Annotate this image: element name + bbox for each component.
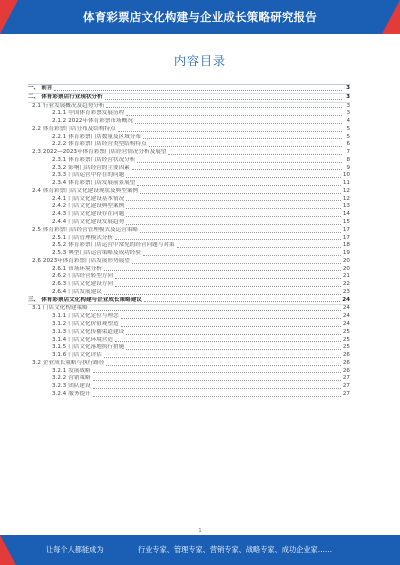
toc-entry[interactable] bbox=[28, 266, 350, 274]
toc-dot-leader bbox=[126, 348, 341, 350]
toc-entry-label: 团队建设 bbox=[68, 383, 91, 390]
toc-entry-page: 26 bbox=[342, 367, 350, 374]
toc-entry-label: 门店文化评估 bbox=[68, 352, 102, 359]
table-of-contents bbox=[28, 84, 350, 525]
toc-entry[interactable] bbox=[28, 242, 350, 250]
footer-experts: 行业专家、管理专家、营销专家、战略专家、成功企业家…… bbox=[138, 545, 333, 554]
toc-entry[interactable] bbox=[28, 157, 350, 165]
toc-entry-page: 12 bbox=[342, 195, 350, 202]
toc-dot-leader bbox=[126, 223, 341, 225]
toc-entry-page: 25 bbox=[342, 344, 350, 351]
toc-entry[interactable] bbox=[28, 352, 350, 360]
toc-dot-leader bbox=[93, 395, 341, 397]
toc-entry[interactable] bbox=[28, 180, 350, 188]
toc-entry[interactable] bbox=[28, 250, 350, 258]
toc-dot-leader bbox=[121, 325, 341, 327]
toc-entry-page: 3 bbox=[346, 85, 350, 91]
toc-entry[interactable] bbox=[28, 344, 350, 352]
toc-entry-number: 3.2 bbox=[32, 359, 41, 366]
toc-dot-leader bbox=[168, 153, 342, 155]
toc-entry-number: 3.1 bbox=[32, 305, 41, 312]
toc-entry-number: 2.2 bbox=[32, 125, 41, 132]
toc-dot-leader bbox=[115, 238, 341, 240]
toc-entry-number: 3.1.1 bbox=[52, 313, 67, 320]
toc-entry-label: 典型门店运营策略及成功经验 bbox=[68, 250, 141, 257]
toc-entry-page: 26 bbox=[342, 352, 350, 359]
toc-entry-page: 26 bbox=[342, 359, 350, 366]
toc-entry-number: 2.3.3 bbox=[52, 172, 67, 179]
toc-dot-leader bbox=[93, 379, 341, 381]
toc-dot-leader bbox=[115, 277, 341, 279]
toc-entry-page: 5 bbox=[346, 125, 350, 132]
toc-entry-number: 2.6.1 bbox=[52, 265, 67, 272]
toc-dot-leader bbox=[104, 293, 341, 295]
toc-entry-number: 2.4.1 bbox=[52, 195, 67, 202]
toc-entry-number: 2.2.1 bbox=[52, 133, 67, 140]
toc-dot-leader bbox=[93, 371, 341, 373]
toc-entry[interactable] bbox=[28, 103, 350, 111]
toc-entry[interactable] bbox=[28, 149, 350, 157]
toc-entry-page: 9 bbox=[346, 164, 350, 171]
footer-accent bbox=[0, 535, 16, 565]
toc-entry-page: 24 bbox=[342, 296, 350, 303]
toc-entry-page: 24 bbox=[342, 313, 350, 320]
toc-entry-page: 23 bbox=[342, 288, 350, 295]
toc-entry-number: 2.1.2 bbox=[52, 118, 67, 125]
toc-dot-leader bbox=[115, 340, 341, 342]
toc-entry-label: 体育彩票门店发展前景展望 bbox=[68, 180, 136, 187]
toc-entry[interactable] bbox=[28, 196, 350, 204]
toc-entry-page: 17 bbox=[342, 226, 350, 233]
toc-entry-label: 体育彩票门店文化建设现状及典型案例 bbox=[42, 187, 139, 194]
toc-entry-page: 20 bbox=[342, 257, 350, 264]
toc-entry-number: 3.1.6 bbox=[52, 352, 67, 359]
toc-dot-leader bbox=[106, 364, 340, 366]
toc-title: 内容目录 bbox=[173, 54, 226, 68]
toc-entry[interactable] bbox=[28, 94, 350, 103]
toc-entry[interactable] bbox=[28, 141, 350, 149]
toc-entry[interactable] bbox=[28, 305, 350, 313]
toc-entry-label: 体育彩票门店运营中常见的经营问题与对策 bbox=[68, 242, 175, 249]
toc-entry-number: 3.1.4 bbox=[52, 336, 67, 343]
toc-entry-number: 2.4.2 bbox=[52, 203, 67, 210]
toc-dot-leader bbox=[177, 246, 341, 248]
toc-entry-page: 4 bbox=[346, 118, 350, 125]
toc-entry-page: 12 bbox=[342, 187, 350, 194]
toc-entry-number: 2.1.1 bbox=[52, 110, 67, 117]
toc-entry-label: 门店文化价值观塑造 bbox=[68, 320, 119, 327]
toc-dot-leader bbox=[126, 176, 341, 178]
toc-entry[interactable] bbox=[28, 321, 350, 329]
toc-entry[interactable] bbox=[28, 227, 350, 235]
toc-entry-page: 11 bbox=[342, 180, 350, 187]
toc-entry[interactable] bbox=[28, 126, 350, 134]
toc-dot-leader bbox=[90, 309, 341, 311]
toc-entry-label: 门店文化建设基本情况 bbox=[68, 195, 125, 202]
toc-entry-number: 2.6 bbox=[32, 257, 41, 264]
toc-entry-page: 25 bbox=[342, 336, 350, 343]
page-number: 1 bbox=[198, 528, 202, 534]
toc-dot-leader bbox=[132, 168, 342, 170]
toc-entry-number: 2.6.4 bbox=[52, 288, 67, 295]
toc-entry-number: 二、 bbox=[28, 93, 40, 100]
toc-entry-number: 2.2.2 bbox=[52, 141, 67, 148]
toc-dot-leader bbox=[118, 130, 342, 132]
toc-entry-page: 27 bbox=[342, 390, 350, 397]
toc-entry-label: 门店管理模式分析 bbox=[68, 234, 113, 241]
toc-entry-number: 2.6.2 bbox=[52, 273, 67, 280]
toc-entry-number: 3.1.3 bbox=[52, 328, 67, 335]
toc-entry[interactable] bbox=[28, 110, 350, 118]
toc-entry-page: 20 bbox=[342, 265, 350, 272]
toc-entry-page: 24 bbox=[342, 305, 350, 312]
toc-entry[interactable] bbox=[28, 219, 350, 227]
toc-entry-label: 服务提升 bbox=[68, 390, 91, 397]
toc-entry-page: 7 bbox=[346, 149, 350, 156]
toc-entry-page: 3 bbox=[346, 93, 350, 100]
toc-entry-page: 27 bbox=[342, 375, 350, 382]
toc-entry-number: 2.3 bbox=[32, 149, 41, 156]
toc-dot-leader bbox=[135, 122, 342, 124]
toc-entry-page: 21 bbox=[342, 273, 350, 280]
toc-entry-page: 18 bbox=[342, 242, 350, 249]
toc-entry-label: 体育彩票店文化构建与企业成长策略建议 bbox=[41, 296, 142, 303]
toc-dot-leader bbox=[143, 254, 341, 256]
toc-entry[interactable] bbox=[28, 360, 350, 368]
toc-entry-label: 2022—2023年体育彩票门店经营情况分析及展望 bbox=[42, 149, 167, 156]
toc-entry-number: 2.5 bbox=[32, 226, 41, 233]
toc-dot-leader bbox=[126, 114, 342, 116]
toc-entry[interactable] bbox=[28, 368, 350, 376]
toc-entry-label: 门店文化构建策略 bbox=[42, 305, 88, 312]
toc-entry-number: 3.1.2 bbox=[52, 320, 67, 327]
toc-entry[interactable] bbox=[28, 235, 350, 243]
toc-entry-label: 门店文化定位与理念 bbox=[68, 313, 119, 320]
toc-entry-label: 体育彩票门店经营管理模式及运营策略 bbox=[42, 226, 139, 233]
toc-entry[interactable] bbox=[28, 188, 350, 196]
toc-entry-page: 17 bbox=[342, 234, 350, 241]
toc-entry[interactable] bbox=[28, 118, 350, 126]
toc-entry-label: 企业成长策略与执行路径 bbox=[42, 359, 105, 366]
toc-dot-leader bbox=[121, 317, 341, 319]
toc-entry-number: 2.5.1 bbox=[52, 234, 67, 241]
toc-dot-leader bbox=[137, 184, 341, 186]
toc-entry-label: 体育彩票门店经营状况分析 bbox=[68, 156, 136, 163]
toc-dot-leader bbox=[140, 231, 341, 233]
report-header bbox=[0, 0, 400, 34]
toc-entry-page: 14 bbox=[342, 211, 350, 218]
toc-entry-page: 5 bbox=[346, 133, 350, 140]
toc-dot-leader bbox=[126, 199, 341, 201]
toc-entry-page: 3 bbox=[346, 102, 350, 109]
toc-entry[interactable] bbox=[28, 203, 350, 211]
toc-entry[interactable] bbox=[28, 329, 350, 337]
toc-entry-page: 13 bbox=[342, 203, 350, 210]
toc-entry-label: 2023年体育彩票门店发展形势展望 bbox=[42, 257, 130, 264]
toc-dot-leader bbox=[149, 145, 342, 147]
toc-dot-leader bbox=[126, 207, 341, 209]
toc-entry-number: 2.6.3 bbox=[52, 281, 67, 288]
toc-entry-page: 24 bbox=[342, 320, 350, 327]
toc-entry-label: 门店文化建设方向 bbox=[68, 281, 113, 288]
toc-entry-number: 2.5.3 bbox=[52, 250, 67, 257]
toc-entry[interactable] bbox=[28, 297, 350, 306]
toc-entry-label: 市场环境分析 bbox=[68, 265, 102, 272]
toc-dot-leader bbox=[140, 192, 341, 194]
toc-entry-number: 3.2.4 bbox=[52, 390, 67, 397]
toc-entry-label: 门店文化建设存在问题 bbox=[68, 211, 125, 218]
toc-entry-number: 3.2.3 bbox=[52, 383, 67, 390]
toc-entry-number: 2.3.2 bbox=[52, 164, 67, 171]
toc-entry-number: 3.1.5 bbox=[52, 344, 67, 351]
toc-entry-label: 门店文化环境营造 bbox=[68, 336, 113, 343]
toc-entry[interactable] bbox=[28, 375, 350, 383]
toc-entry[interactable] bbox=[28, 289, 350, 297]
toc-entry-number: 2.4.4 bbox=[52, 219, 67, 226]
toc-entry[interactable] bbox=[28, 165, 350, 173]
toc-entry-page: 22 bbox=[342, 281, 350, 288]
toc-dot-leader bbox=[144, 300, 340, 302]
toc-entry-number: 一、 bbox=[28, 85, 40, 91]
toc-entry[interactable] bbox=[28, 258, 350, 266]
toc-entry-number: 2.4 bbox=[32, 187, 41, 194]
toc-entry[interactable] bbox=[28, 85, 350, 94]
toc-entry-label: 门店经营转型方向 bbox=[68, 273, 113, 280]
toc-entry-page: 3 bbox=[346, 110, 350, 117]
toc-entry-label: 发展战略 bbox=[68, 367, 91, 374]
toc-dot-leader bbox=[93, 387, 341, 389]
toc-entry-label: 中国体育彩票发展历程 bbox=[68, 110, 125, 117]
toc-dot-leader bbox=[105, 98, 342, 100]
toc-entry-label: 门店运营中存在的问题 bbox=[68, 172, 125, 179]
toc-entry-number: 2.1 bbox=[32, 102, 41, 109]
footer-slogan: 让每个人都能成为 bbox=[46, 545, 104, 554]
toc-entry[interactable] bbox=[28, 134, 350, 142]
toc-entry-label: 门店文化落地执行措施 bbox=[68, 344, 125, 351]
toc-dot-leader bbox=[132, 262, 341, 264]
toc-entry-page: 19 bbox=[342, 250, 350, 257]
toc-dot-leader bbox=[104, 269, 341, 271]
toc-entry-number: 2.3.4 bbox=[52, 180, 67, 187]
toc-entry[interactable] bbox=[28, 383, 350, 391]
toc-entry-label: 体育彩票门店经营类型结构特点 bbox=[68, 141, 147, 148]
toc-entry-label: 体育彩票门店分布及结构特点 bbox=[42, 125, 116, 132]
toc-dot-leader bbox=[126, 215, 341, 217]
toc-entry[interactable] bbox=[28, 172, 350, 180]
toc-entry-page: 25 bbox=[342, 328, 350, 335]
toc-entry-label: 影响门店经营的主要因素 bbox=[68, 164, 130, 171]
toc-entry[interactable] bbox=[28, 391, 350, 399]
toc-entry-label: 2022年体育彩票市场概况 bbox=[68, 118, 133, 125]
toc-entry-page: 27 bbox=[342, 383, 350, 390]
toc-entry-number: 2.5.2 bbox=[52, 242, 67, 249]
toc-entry-label: 门店文化建设典型案例 bbox=[68, 203, 125, 210]
toc-entry[interactable] bbox=[28, 281, 350, 289]
toc-entry-number: 三、 bbox=[28, 296, 40, 303]
toc-dot-leader bbox=[115, 285, 341, 287]
toc-dot-leader bbox=[126, 333, 341, 335]
toc-entry-page: 10 bbox=[342, 172, 350, 179]
toc-entry-label: 营销策略 bbox=[68, 375, 91, 382]
toc-entry-label: 门店文化传播渠道建设 bbox=[68, 328, 125, 335]
toc-dot-leader bbox=[104, 356, 341, 358]
report-title: 体育彩票店文化构建与企业成长策略研究报告 bbox=[83, 10, 317, 24]
toc-entry-number: 3.2.1 bbox=[52, 367, 67, 374]
toc-entry-number: 2.4.3 bbox=[52, 211, 67, 218]
toc-entry[interactable] bbox=[28, 273, 350, 281]
toc-entry[interactable] bbox=[28, 211, 350, 219]
toc-entry-number: 3.2.2 bbox=[52, 375, 67, 382]
toc-entry-label: 前言 bbox=[41, 85, 53, 91]
toc-entry-page: 8 bbox=[346, 156, 350, 163]
toc-entry-number: 2.3.1 bbox=[52, 156, 67, 163]
toc-entry-label: 体育彩票门店数量及区域分布 bbox=[68, 133, 141, 140]
toc-entry-page: 6 bbox=[346, 141, 350, 148]
toc-entry-label: 行业发展概况及趋势分析 bbox=[42, 102, 105, 109]
toc-dot-leader bbox=[137, 161, 342, 163]
toc-dot-leader bbox=[143, 137, 342, 139]
toc-entry-label: 门店文化建设发展趋势 bbox=[68, 219, 125, 226]
toc-entry-page: 15 bbox=[342, 219, 350, 226]
toc-entry-label: 体育彩票店行业现状分析 bbox=[41, 93, 103, 100]
toc-entry[interactable] bbox=[28, 337, 350, 345]
toc-entry-label: 门店发展建议 bbox=[68, 288, 102, 295]
footer-banner bbox=[0, 535, 400, 565]
toc-dot-leader bbox=[106, 106, 342, 108]
toc-dot-leader bbox=[54, 89, 342, 91]
toc-entry[interactable] bbox=[28, 313, 350, 321]
